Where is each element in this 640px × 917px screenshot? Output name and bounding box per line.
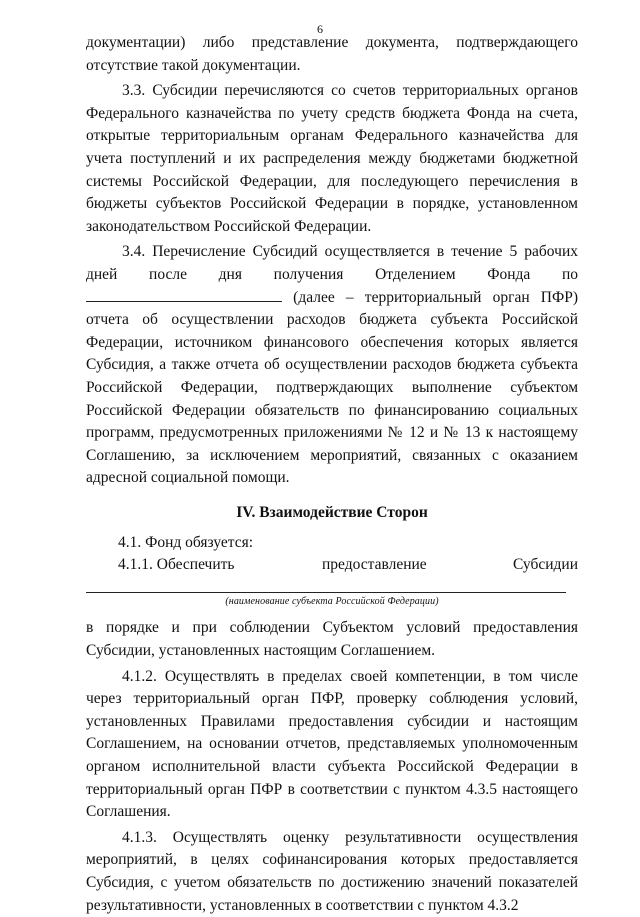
subject-name-underline (86, 592, 566, 593)
paragraph-4-1-1-c: Субсидии (512, 556, 578, 574)
section-heading: IV. Взаимодействие Сторон (236, 503, 428, 521)
paragraph-4-1-1-a: 4.1.1. Обеспечить (118, 556, 235, 574)
blank-fill-line (86, 291, 282, 302)
page-number: 6 (317, 22, 323, 36)
paragraph-3-4-line1: 3.4. Перечисление Субсидий осуществляется в течение 5 рабочих дней после дня получения Отделением Фонда по (86, 243, 578, 283)
subject-name-caption: (наименование субъекта Российской Федерации) (225, 596, 439, 608)
paragraph-3-4-rest: отчета об осуществлении расходов бюджета субъекта Российской Федерации, источником финансового обеспечения которых является Субсидия, а также отчета об осуществлении расходов бюджета субъекта Российской Федерации, подтверждающих выполнение субъектом Российской Федерации обязательств по финансированию социальных программ, предусмотренных приложениями № 12 и № 13 к настоящему Соглашению, за исключением мероприятий, связанных с оказанием адресной социальной помощи. (86, 311, 578, 487)
paragraph-3-4-after-blank: (далее – территориальный орган ПФР) (293, 288, 579, 306)
paragraph-3-4 (86, 241, 578, 490)
paragraph-4-1-1-row (86, 554, 578, 578)
paragraph-4-1-1-cont: в порядке и при соблюдении Субъектом условий предоставления Субсидии, установленных настоящим Соглашением. (86, 619, 578, 660)
document-body (86, 32, 578, 917)
paragraph-4-1-2: 4.1.2. Осуществлять в пределах своей компетенции, в том числе через территориальный орган ПФР, проверку соблюдения условий, установленных Правилами предоставления субсидии и настоящим Соглашением, на основании отчетов, представляемых уполномоченным органом исполнительной власти субъекта Российской Федерации в территориальный орган ПФР в соответствии с пунктом 4.3.5 настоящего Соглашения. (86, 667, 578, 821)
paragraph-4-1: 4.1. Фонд обязуется: (118, 533, 254, 551)
paragraph-3-3: 3.3. Субсидии перечисляются со счетов территориальных органов Федерального казначейства по учету средств бюджета Фонда на счета, открытые территориальным органам Федерального казначейства для учета поступлений и их распределения между бюджетами бюджетной системы Российской Федерации, для последующего перечисления в бюджеты субъектов Российской Федерации в порядке, установленном законодательством Российской Федерации. (86, 82, 578, 235)
paragraph-4-1-3: 4.1.3. Осуществлять оценку результативности осуществления мероприятий, в целях софинансирования которых предоставляется Субсидия, с учетом обязательств по достижению значений показателей результативности, установленных в соответствии с пунктом 4.3.2 (86, 828, 578, 914)
paragraph-4-1-1-b: предоставление (322, 556, 427, 574)
paragraph-intro: документации) либо представление документа, подтверждающего отсутствие такой документации. (86, 34, 578, 74)
